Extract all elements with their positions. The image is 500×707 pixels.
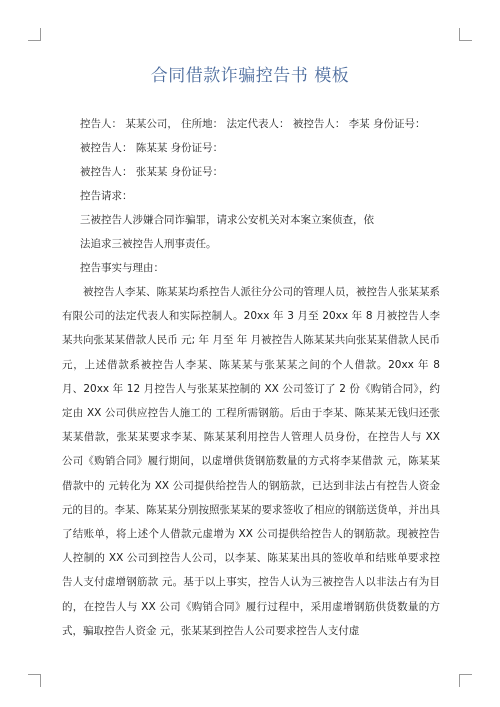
accused-line-2: 被控告人： 张某某 身份证号： bbox=[80, 166, 224, 178]
crop-mark-top-right bbox=[459, 28, 472, 41]
request-heading: 控告请求： bbox=[80, 190, 133, 202]
facts-body-paragraph: 被控告人李某、陈某某均系控告人派往分公司的管理人员，被控告人张某某系 有限公司的法定代表人和实际控制人。20xx 年 3 月至 20xx 年 8 月被控告人李某共向张某某借款人民币 元; 年 月至 年 月被控告人陈某某共向张某某借款人民币元，上述借款系被控告人李某、陈某某与张某某之间的个人借款。20xx 年 8 月、20xx 年 12 月控告人与张某某控制的 XX 公司签订了 2 份《购销合同》，约定由 XX 公司供应控告人施工的 工程所需钢筋。后由于李某、陈某某无钱归还张某某借款，张某某要求李某、陈某某利用控告人管理人员身份，在控告人与 XX 公司《购销合同》履行期间，以虚增供货钢筋数量的方式将李某借款 元，陈某某借款中的 元转化为 XX 公司提供给控告人的钢筋款，已达到非法占有控告人资金 元的目的。李某、陈某某分别按照张某某的要求签收了相应的钢筋送货单，并出具了结账单，将上述个人借款元虚增为 XX 公司提供给控告人的钢筋款。现被控告人控制的 XX 公司到控告人公司，以李某、陈某某出具的签收单和结账单要求控告人支付虚增钢筋款 元。基于以上事实，控告人认为三被控告人以非法占有为目的，在控告人与 XX 公司《购销合同》履行过程中，采用虚增钢筋供货数量的方式，骗取控告人资金 元，张某某到控告人公司要求控告人支付虚 bbox=[62, 286, 440, 637]
document-title: 合同借款诈骗控告书 模板 bbox=[150, 66, 350, 86]
facts-heading: 控告事实与理由： bbox=[80, 262, 164, 274]
document-content bbox=[62, 112, 440, 643]
crop-mark-top-left bbox=[28, 28, 41, 41]
crop-mark-bottom-right bbox=[459, 674, 472, 687]
request-text-1: 三被控告人涉嫌合同诈骗罪，请求公安机关对本案立案侦查，依 bbox=[80, 214, 374, 226]
crop-mark-bottom-left bbox=[28, 674, 41, 687]
accuser-line: 控告人： 某某公司， 住所地： 法定代表人： 被控告人： 李某 身份证号： bbox=[80, 118, 426, 130]
accused-line-1: 被控告人： 陈某某 身份证号： bbox=[80, 142, 224, 154]
request-text-2: 法追求三被控告人刑事责任。 bbox=[80, 238, 217, 250]
